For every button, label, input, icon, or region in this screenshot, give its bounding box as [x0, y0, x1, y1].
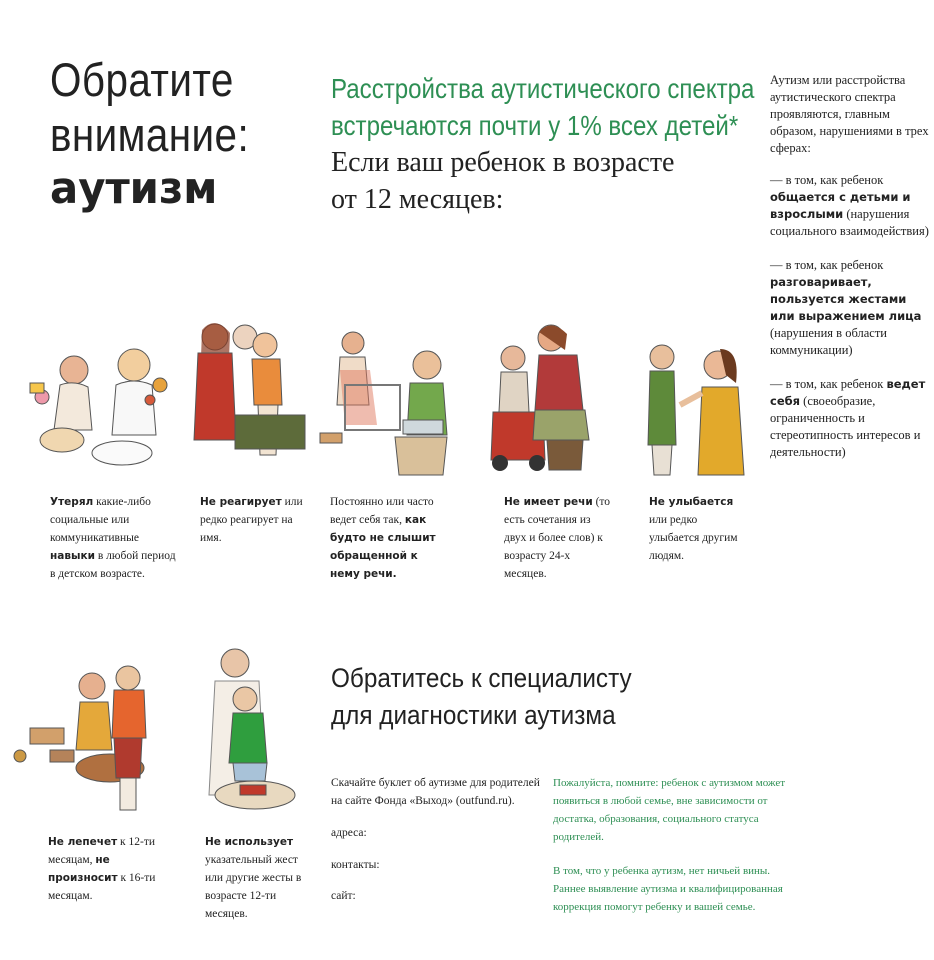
- sign-bold: Утерял: [50, 496, 94, 508]
- remember-note: [553, 774, 793, 932]
- sign-text: или редко реагирует на имя.: [200, 496, 303, 544]
- sign-bold: как будто не слышит обращенной к нему речи.: [330, 514, 436, 580]
- illustration-child-and-woman: [640, 335, 755, 480]
- right-intro: Аутизм или расстройства аутистического спектра проявляются, главным образом, нарушениями в трех сферах:: [770, 73, 929, 155]
- illustration-mother-and-child-playing: [195, 645, 315, 820]
- contact-heading-line-2: для диагностики аутизма: [331, 700, 616, 730]
- item-bold: ведет себя: [770, 377, 926, 408]
- item-pre: — в том, как ребенок: [770, 377, 887, 391]
- page-title: [50, 52, 320, 216]
- sign-text: к 16-ти месяцам.: [48, 872, 156, 902]
- site-label: сайт:: [331, 890, 356, 902]
- sign-bold: Не использует: [205, 836, 294, 848]
- remember-paragraph-1: Пожалуйста, помните: ребенок с аутизмом может появиться в любой семье, вне зависимости от достатка, образования, социального статуса родителей.: [553, 777, 786, 843]
- sign-caption-6: [48, 833, 168, 905]
- intro-green-line-1: Расстройства аутистического спектра: [331, 73, 755, 104]
- sign-bold: Не лепечет: [48, 836, 118, 848]
- item-post: (нарушения социального взаимодействия): [770, 207, 929, 238]
- illustration-child-on-toy-car: [485, 320, 605, 475]
- item-bold: общается с детьми и взрослыми: [770, 190, 911, 221]
- right-item-social: [770, 172, 930, 240]
- contact-heading: [331, 660, 751, 734]
- right-column: [770, 72, 930, 478]
- intro-green-line-2: встречаются почти у 1% всех детей*: [331, 110, 739, 141]
- item-pre: — в том, как ребенок: [770, 258, 884, 272]
- right-item-communication: [770, 257, 930, 359]
- sign-caption-7: [205, 833, 315, 923]
- sign-bold: Не улыбается: [649, 496, 734, 508]
- sign-text: или редко улыбается другим людям.: [649, 514, 738, 562]
- item-bold: разговаривает, пользуется жестами или выражением лица: [770, 275, 922, 323]
- sign-bold: Не реагирует: [200, 496, 282, 508]
- sign-caption-5: [649, 493, 749, 565]
- illustration-child-with-block-toy: [315, 325, 455, 480]
- illustration-parents-calling-child: [180, 315, 310, 465]
- address-label: адреса:: [331, 827, 367, 839]
- title-line-3: аутизм: [50, 163, 218, 214]
- download-text: Скачайте буклет об аутизме для родителей на сайте Фонда «Выход» (outfund.ru).: [331, 777, 540, 807]
- sign-text: в любой период в детском возрасте.: [50, 550, 176, 580]
- item-pre: — в том, как ребенок: [770, 173, 884, 187]
- remember-paragraph-2: В том, что у ребенка аутизм, нет ничьей вины. Раннее выявление аутизма и квалифицированная коррекция помогут ребенку и вашей семье.: [553, 865, 783, 913]
- contact-heading-line-1: Обратитесь к специалисту: [331, 663, 632, 693]
- illustration-child-with-toys: [22, 325, 172, 480]
- title-line-1: Обратите: [50, 53, 234, 106]
- intro-block: [331, 70, 755, 218]
- sign-text: какие-либо социальные или коммуникативные: [50, 496, 151, 544]
- intro-line-2: от 12 месяцев:: [331, 184, 504, 215]
- intro-line-1: Если ваш ребенок в возрасте: [331, 147, 675, 178]
- contacts-label: контакты:: [331, 859, 380, 871]
- item-post: (нарушения в области коммуникации): [770, 326, 887, 357]
- sign-caption-4: [504, 493, 614, 583]
- sign-caption-2: [200, 493, 305, 547]
- sign-caption-1: [50, 493, 180, 583]
- sign-text: (то есть сочетания из двух и более слов) к возрасту 24-х месяцев.: [504, 496, 611, 580]
- sign-text: Постоянно или часто ведет себя так,: [330, 496, 434, 526]
- illustration-father-and-child: [10, 660, 150, 820]
- right-item-behavior: [770, 376, 930, 461]
- item-post: (своеобразие, ограниченность и стереотипность интересов и деятельности): [770, 394, 921, 459]
- sign-caption-3: [330, 493, 450, 583]
- title-line-2: внимание:: [50, 108, 250, 161]
- sign-text: указательный жест или другие жесты в возрасте 12-ти месяцев.: [205, 854, 302, 920]
- sign-bold: Не имеет речи: [504, 496, 593, 508]
- sign-bold: навыки: [50, 550, 95, 562]
- sign-text: к 12-ти месяцам,: [48, 836, 156, 866]
- sign-bold: не произносит: [48, 854, 118, 884]
